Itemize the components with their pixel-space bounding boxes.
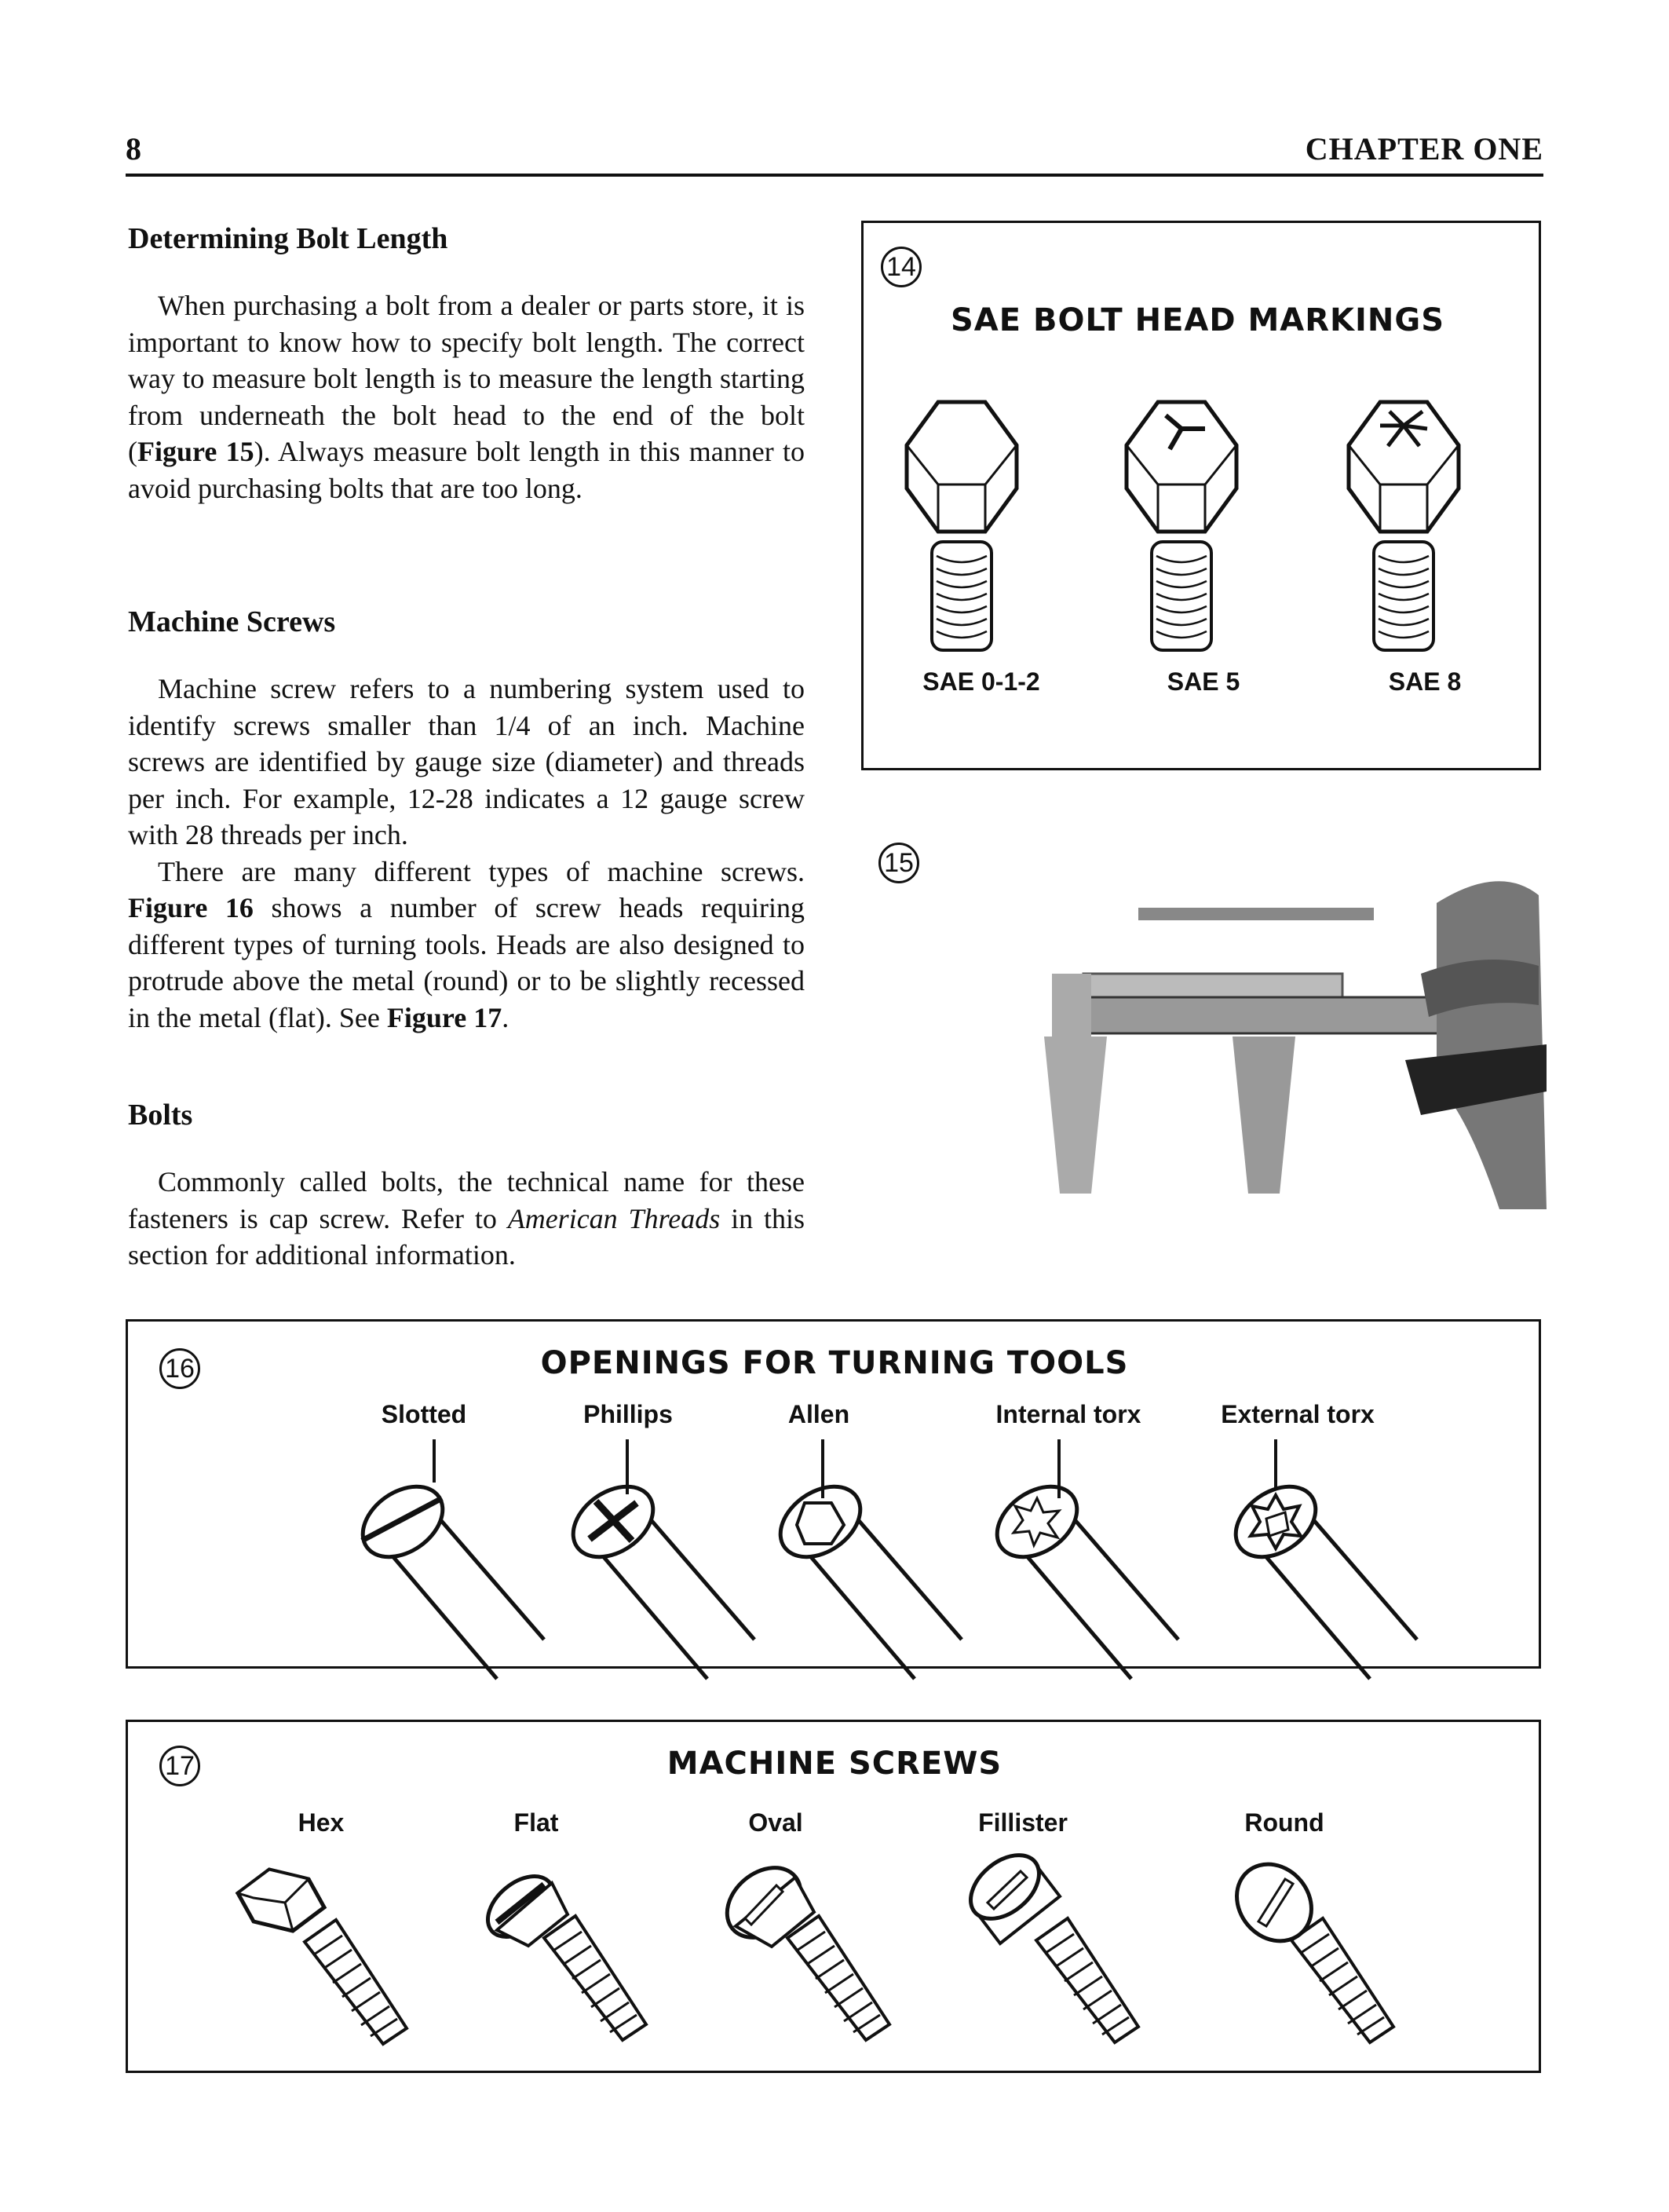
screw-type-label: Flat xyxy=(513,1808,559,1837)
header-rule xyxy=(126,174,1543,177)
bolt-sae-8 xyxy=(1349,402,1459,650)
tool-opening-label: Allen xyxy=(787,1400,850,1428)
figure-title: SAE BOLT HEAD MARKINGS xyxy=(951,302,1445,338)
bolt-label: SAE 5 xyxy=(1167,667,1240,696)
bolt-sae-5 xyxy=(1127,402,1236,650)
section-heading: Determining Bolt Length xyxy=(128,222,448,255)
chapter-title: CHAPTER ONE xyxy=(1305,131,1543,166)
text-run: There are many different types of machine screws. xyxy=(158,855,805,887)
emphasis: American Threads xyxy=(507,1202,721,1234)
screw-type-label: Round xyxy=(1244,1808,1324,1837)
figure-17 xyxy=(126,1720,1541,2073)
tool-opening-label: External torx xyxy=(1221,1400,1375,1428)
machine-screw-illustrations xyxy=(128,1722,1543,2075)
slotted-screw-icon xyxy=(349,1472,544,1679)
paragraph xyxy=(128,1164,805,1274)
external-torx-icon xyxy=(1222,1472,1417,1679)
screw-type-label: Hex xyxy=(298,1808,345,1837)
figure-reference: Figure 17 xyxy=(386,1001,502,1033)
screw-type-label: Fillister xyxy=(978,1808,1068,1837)
text-run: Commonly called bolts, the technical name for these fasteners is cap screw. Refer to xyxy=(128,1166,805,1234)
figure-reference: Figure 16 xyxy=(128,892,254,923)
text-run: ). Always measure bolt length in this manner to avoid purchasing bolts that are too long. xyxy=(128,436,805,504)
figure-reference: Figure 15 xyxy=(137,436,254,467)
paragraph xyxy=(128,854,805,1037)
figure-number: 14 xyxy=(881,247,922,287)
text-run: When purchasing a bolt from a dealer or parts store, it is important to know how to specify bolt length. The correct way to measure bolt length is to measure the length starting from underneath the bolt head to the end of the bolt ( xyxy=(128,290,805,467)
tool-opening-label: Internal torx xyxy=(995,1400,1141,1428)
section-bolt-length xyxy=(128,221,805,506)
screw-type-label: Oval xyxy=(748,1808,803,1837)
caliper-photo xyxy=(1028,879,1547,1201)
internal-torx-icon xyxy=(984,1472,1178,1679)
bolt-sae-0-1-2 xyxy=(907,402,1017,650)
figure-14 xyxy=(861,221,1541,770)
bolt-label: SAE 8 xyxy=(1388,667,1462,696)
text-run: shows a number of screw heads requiring different types of turning tools. Heads are also designed to protrude above the metal (round) or to be slightly recessed in the metal (flat). See xyxy=(128,892,805,1033)
section-heading: Bolts xyxy=(128,1099,193,1132)
figure-number: 16 xyxy=(159,1348,200,1389)
oval-screw-icon xyxy=(714,1853,889,2040)
figure-title: OPENINGS FOR TURNING TOOLS xyxy=(540,1345,1129,1381)
figure-number: 15 xyxy=(878,843,919,883)
page-number: 8 xyxy=(126,131,141,166)
text-run: . xyxy=(502,1001,509,1033)
tool-openings xyxy=(128,1322,1543,1671)
bolt-label: SAE 0-1-2 xyxy=(922,667,1040,696)
paragraph xyxy=(128,287,805,506)
hex-screw-icon xyxy=(238,1870,407,2044)
figure-title: MACHINE SCREWS xyxy=(667,1746,1002,1782)
round-screw-icon xyxy=(1222,1849,1393,2042)
figure-number: 17 xyxy=(159,1746,200,1786)
tool-opening-label: Phillips xyxy=(583,1400,673,1428)
section-heading: Machine Screws xyxy=(128,605,336,638)
section-bolts xyxy=(128,1098,805,1274)
figure-16 xyxy=(126,1319,1541,1669)
paragraph: Machine screw refers to a numbering system used to identify screws smaller than 1/4 of an inch. Machine screws are identified by gauge size (diameter) and threads per inch. For example, 12-28 indicates a 12 gauge screw with 28 threads per inch. xyxy=(128,673,805,850)
text-run: in this section for additional information. xyxy=(128,1202,805,1271)
flat-screw-icon xyxy=(477,1864,646,2040)
tool-opening-label: Slotted xyxy=(381,1400,467,1428)
fillister-screw-icon xyxy=(959,1842,1138,2042)
allen-screw-icon xyxy=(767,1472,962,1679)
section-machine-screws xyxy=(128,605,805,1036)
phillips-screw-icon xyxy=(560,1472,754,1679)
